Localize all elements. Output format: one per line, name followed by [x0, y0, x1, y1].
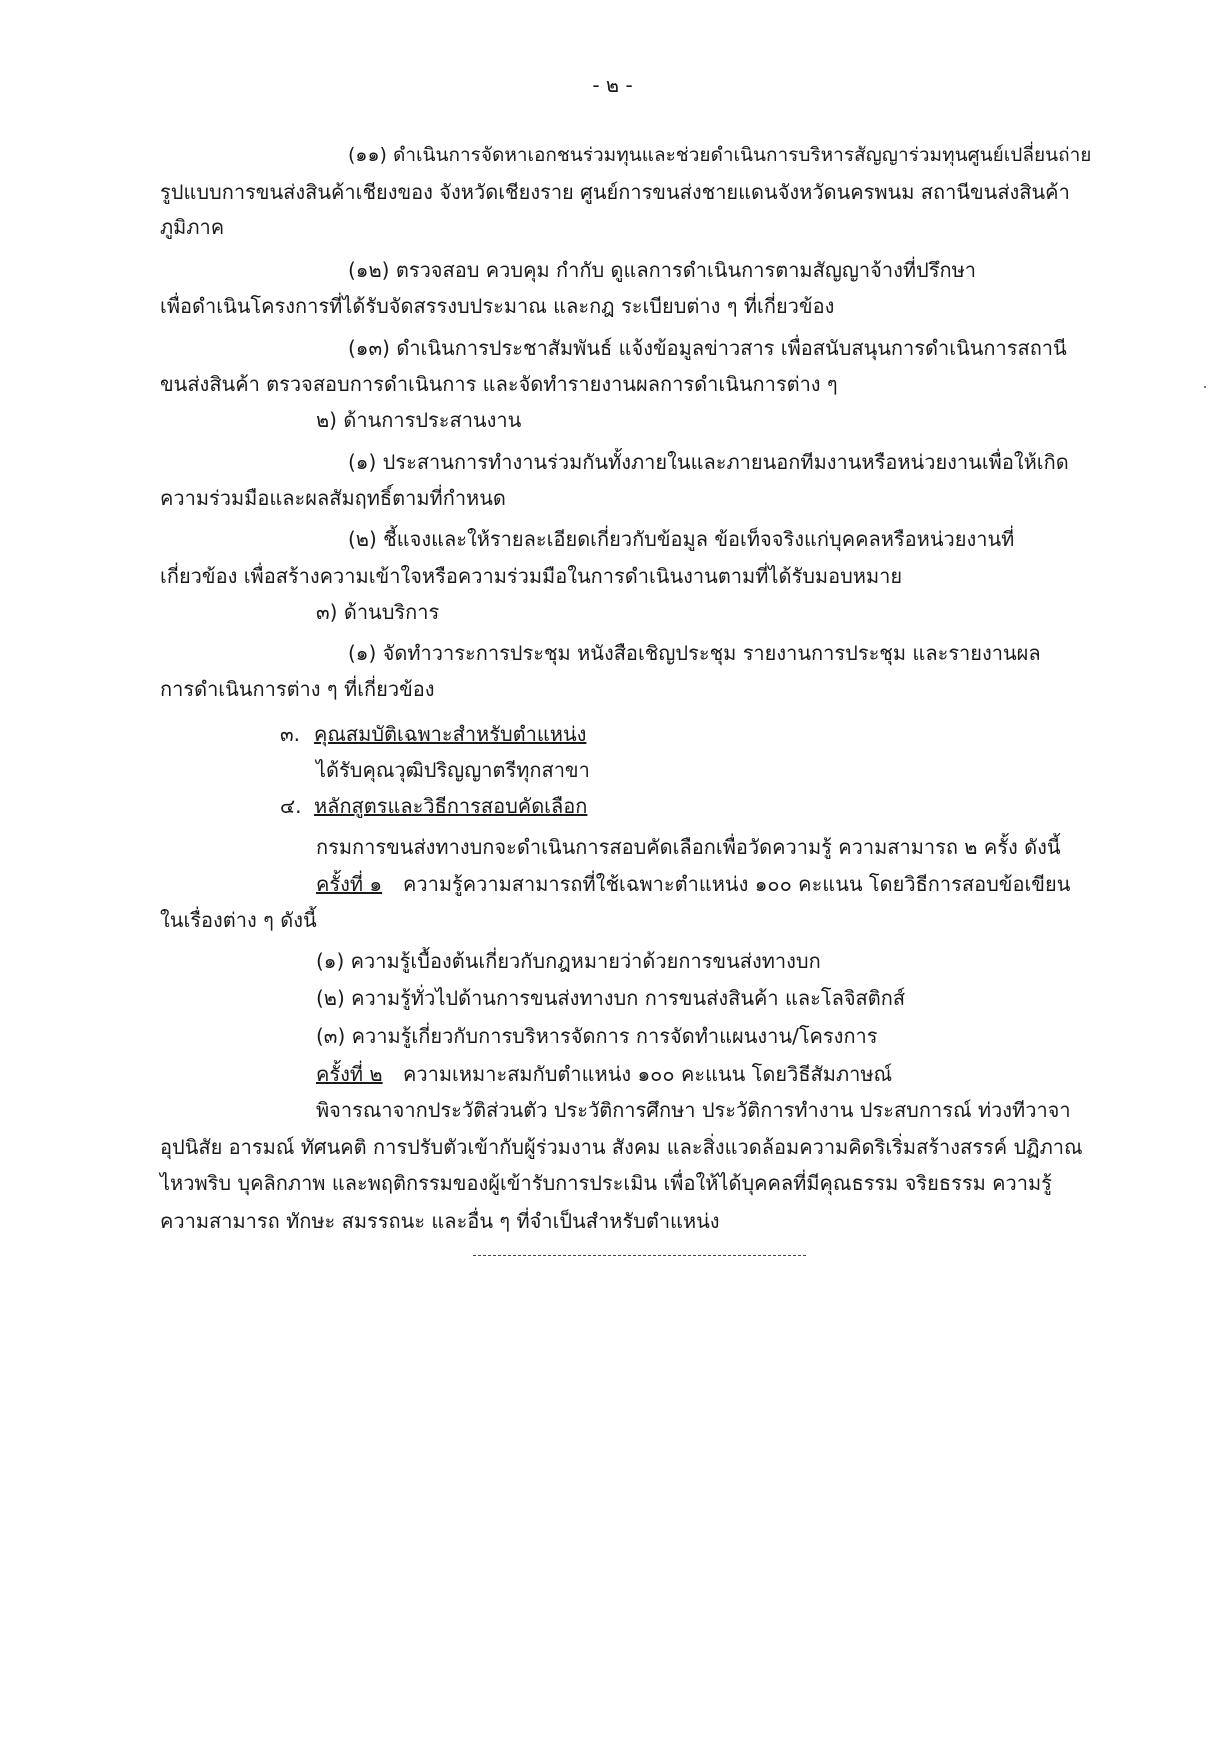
scan-speck: [1204, 386, 1206, 388]
topic-1: (๑) ความรู้เบื้องต้นเกี่ยวกับกฎหมายว่าด้วยการขนส่งทางบก: [316, 949, 821, 973]
topic-2: (๒) ความรู้ทั่วไปด้านการขนส่งทางบก การขนส่งสินค้า และโลจิสติกส์: [316, 986, 906, 1010]
end-divider: [473, 1255, 806, 1256]
duty-12-line1: (๑๒) ตรวจสอบ ควบคุม กำกับ ดูแลการดำเนินการตามสัญญาจ้างที่ปรึกษา: [348, 258, 976, 282]
section-4-heading: หลักสูตรและวิธีการสอบคัดเลือก: [314, 794, 588, 818]
section-4-number: ๔.: [280, 794, 302, 818]
coordination-2-line1: (๒) ชี้แจงและให้รายละเอียดเกี่ยวกับข้อมูล ข้อเท็จจริงแก่บุคคลหรือหน่วยงานที่: [348, 527, 1015, 551]
duty-11-line1: (๑๑) ดำเนินการจัดหาเอกชนร่วมทุนและช่วยดำเนินการบริหารสัญญาร่วมทุนศูนย์เปลี่ยนถ่าย: [348, 144, 1092, 166]
duty-13-line1: (๑๓) ดำเนินการประชาสัมพันธ์ แจ้งข้อมูลข่าวสาร เพื่อสนับสนุนการดำเนินการสถานี: [348, 336, 1067, 360]
coordination-heading: ๒) ด้านการประสานงาน: [316, 408, 522, 432]
consideration-line2: อุปนิสัย อารมณ์ ทัศนคติ การปรับตัวเข้ากับผู้ร่วมงาน สังคม และสิ่งแวดล้อมความคิดริเริ่มสร้างสรรค์ ปฏิภาณ: [160, 1135, 1083, 1159]
topic-3: (๓) ความรู้เกี่ยวกับการบริหารจัดการ การจัดทำแผนงาน/โครงการ: [316, 1024, 878, 1048]
duty-11-line3: ภูมิภาค: [160, 215, 225, 239]
consideration-line3: ไหวพริบ บุคลิกภาพ และพฤติกรรมของผู้เข้ารับการประเมิน เพื่อให้ได้บุคคลที่มีคุณธรรม จริยธรรม ความรู้: [160, 1171, 1052, 1195]
qualification-text: ได้รับคุณวุฒิปริญญาตรีทุกสาขา: [316, 758, 590, 782]
duty-12-line2: เพื่อดำเนินโครงการที่ได้รับจัดสรรงบประมาณ และกฎ ระเบียบต่าง ๆ ที่เกี่ยวข้อง: [160, 294, 835, 318]
consideration-line1: พิจารณาจากประวัติส่วนตัว ประวัติการศึกษา ประวัติการทำงาน ประสบการณ์ ท่วงทีวาจา: [316, 1098, 1071, 1122]
round-1-continuation: ในเรื่องต่าง ๆ ดังนี้: [160, 908, 317, 932]
section-3-number: ๓.: [280, 722, 301, 746]
consideration-line4: ความสามารถ ทักษะ สมรรถนะ และอื่น ๆ ที่จำเป็นสำหรับตำแหน่ง: [160, 1209, 720, 1233]
round-2-text: ความเหมาะสมกับตำแหน่ง ๑๐๐ คะแนน โดยวิธีสัมภาษณ์: [403, 1062, 893, 1086]
service-heading: ๓) ด้านบริการ: [316, 600, 440, 624]
coordination-2-line2: เกี่ยวข้อง เพื่อสร้างความเข้าใจหรือความร่วมมือในการดำเนินงานตามที่ได้รับมอบหมาย: [160, 564, 903, 588]
service-1-line1: (๑) จัดทำวาระการประชุม หนังสือเชิญประชุม รายงานการประชุม และรายงานผล: [348, 641, 1041, 665]
round-1-label: ครั้งที่ ๑: [316, 872, 383, 896]
page-number: - ๒ -: [592, 73, 633, 97]
selection-intro: กรมการขนส่งทางบกจะดำเนินการสอบคัดเลือกเพื่อวัดความรู้ ความสามารถ ๒ ครั้ง ดังนี้: [316, 835, 1061, 859]
coordination-1-line1: (๑) ประสานการทำงานร่วมกันทั้งภายในและภายนอกทีมงานหรือหน่วยงานเพื่อให้เกิด: [348, 450, 1069, 474]
round-1-text: ความรู้ความสามารถที่ใช้เฉพาะตำแหน่ง ๑๐๐ คะแนน โดยวิธีการสอบข้อเขียน: [403, 872, 1071, 896]
section-3-heading: คุณสมบัติเฉพาะสำหรับตำแหน่ง: [314, 722, 587, 746]
service-1-line2: การดำเนินการต่าง ๆ ที่เกี่ยวข้อง: [160, 677, 435, 701]
duty-11-line2: รูปแบบการขนส่งสินค้าเชียงของ จังหวัดเชียงราย ศูนย์การขนส่งชายแดนจังหวัดนครพนม สถานีขนส่งสินค้า: [160, 180, 1070, 204]
coordination-1-line2: ความร่วมมือและผลสัมฤทธิ์ตามที่กำหนด: [160, 486, 506, 510]
round-2-label: ครั้งที่ ๒: [316, 1062, 383, 1086]
duty-13-line2: ขนส่งสินค้า ตรวจสอบการดำเนินการ และจัดทำรายงานผลการดำเนินการต่าง ๆ: [160, 372, 838, 396]
